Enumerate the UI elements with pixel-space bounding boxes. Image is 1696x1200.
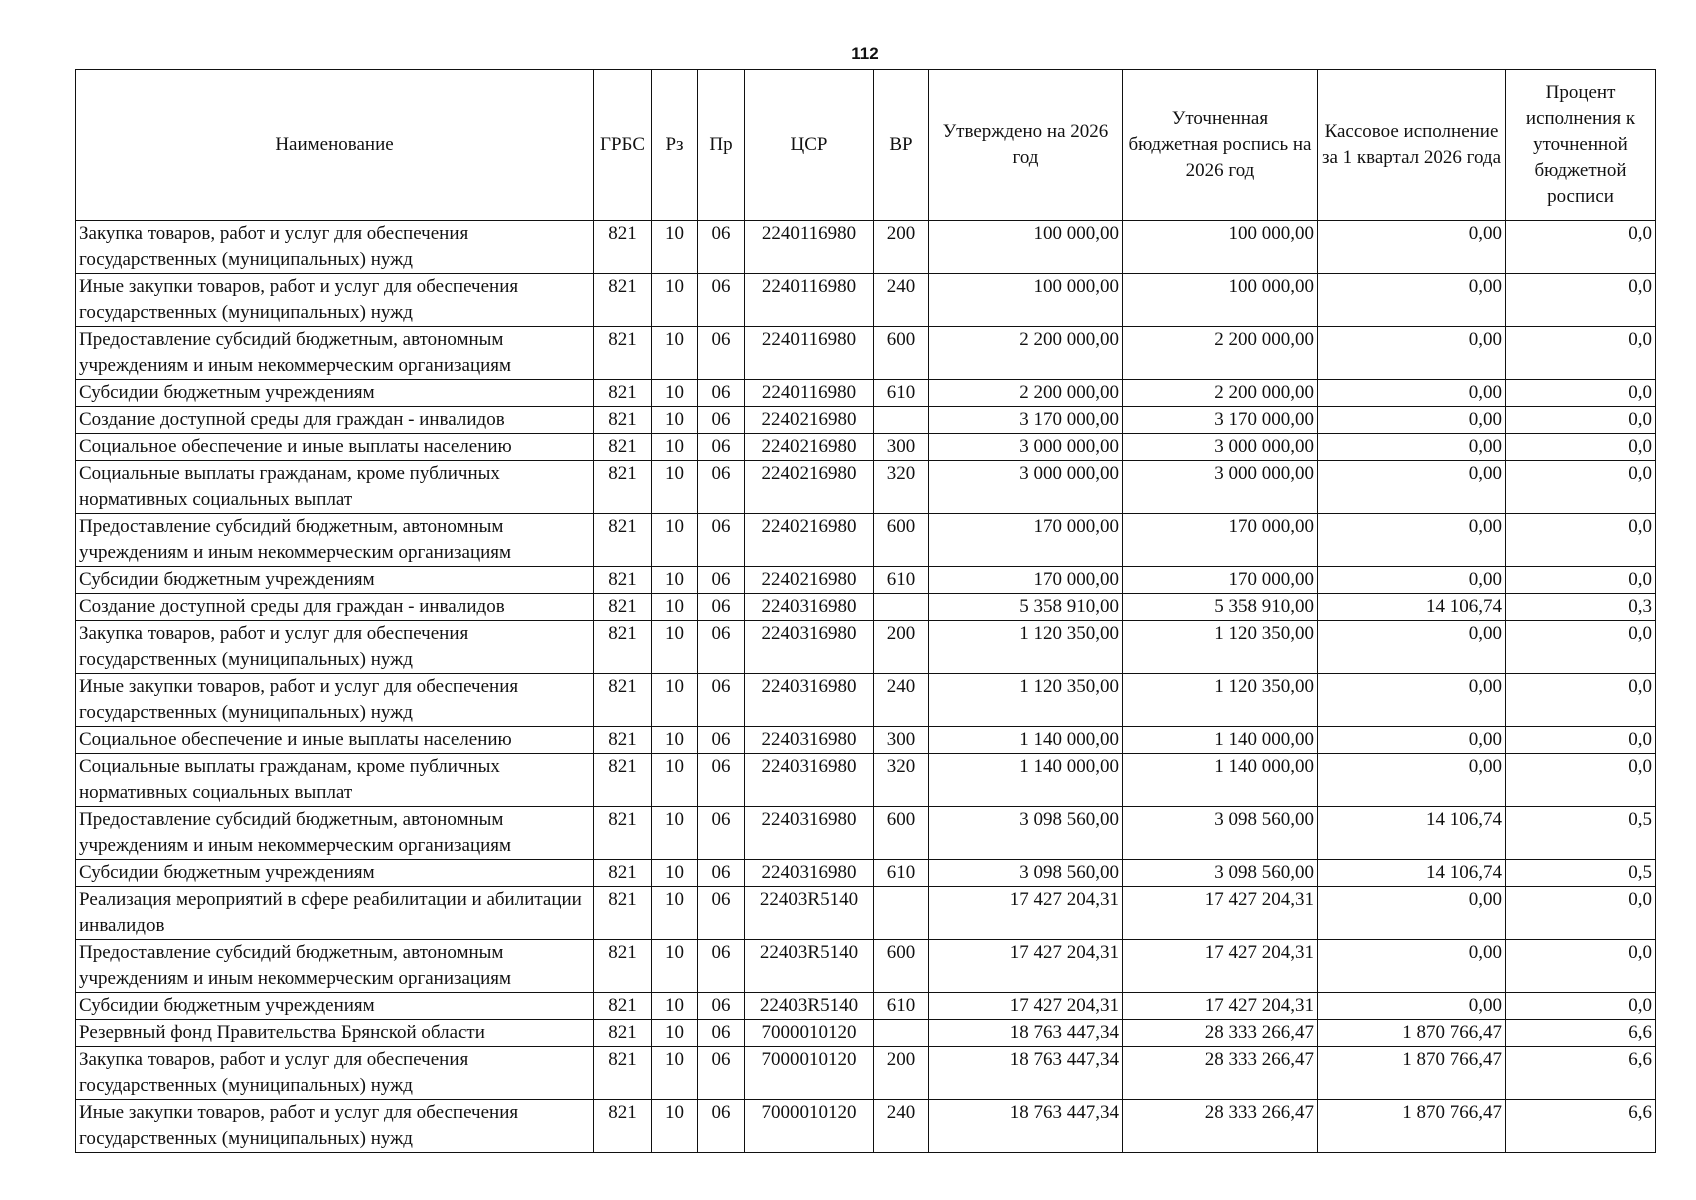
cell-csr: 22403R5140 <box>745 887 874 940</box>
cell-rz: 10 <box>652 807 698 860</box>
cell-vr: 600 <box>874 514 929 567</box>
cell-name: Предоставление субсидий бюджетным, автономным учреждениям и иным некоммерческим организациям <box>76 807 594 860</box>
cell-cash: 0,00 <box>1318 221 1506 274</box>
cell-vr: 610 <box>874 993 929 1020</box>
cell-approved: 18 763 447,34 <box>929 1100 1123 1153</box>
header-rz: Рз <box>652 70 698 221</box>
cell-pr: 06 <box>698 807 745 860</box>
cell-name: Субсидии бюджетным учреждениям <box>76 993 594 1020</box>
cell-approved: 2 200 000,00 <box>929 327 1123 380</box>
cell-approved: 18 763 447,34 <box>929 1047 1123 1100</box>
cell-refined: 17 427 204,31 <box>1123 993 1318 1020</box>
cell-approved: 3 098 560,00 <box>929 860 1123 887</box>
cell-refined: 3 000 000,00 <box>1123 461 1318 514</box>
table-row <box>76 594 1656 621</box>
table-row <box>76 754 1656 807</box>
cell-refined: 28 333 266,47 <box>1123 1047 1318 1100</box>
cell-percent: 0,0 <box>1506 327 1656 380</box>
header-approved: Утверждено на 2026 год <box>929 70 1123 221</box>
budget-execution-table <box>75 69 1656 1153</box>
cell-csr: 2240316980 <box>745 754 874 807</box>
table-row <box>76 380 1656 407</box>
table-row <box>76 727 1656 754</box>
cell-name: Социальные выплаты гражданам, кроме публичных нормативных социальных выплат <box>76 461 594 514</box>
cell-rz: 10 <box>652 860 698 887</box>
cell-csr: 7000010120 <box>745 1020 874 1047</box>
cell-grbs: 821 <box>594 274 652 327</box>
cell-pr: 06 <box>698 940 745 993</box>
cell-name: Предоставление субсидий бюджетным, автономным учреждениям и иным некоммерческим организациям <box>76 514 594 567</box>
cell-rz: 10 <box>652 434 698 461</box>
cell-rz: 10 <box>652 514 698 567</box>
cell-rz: 10 <box>652 221 698 274</box>
cell-cash: 14 106,74 <box>1318 594 1506 621</box>
cell-rz: 10 <box>652 754 698 807</box>
cell-rz: 10 <box>652 727 698 754</box>
cell-cash: 0,00 <box>1318 754 1506 807</box>
cell-grbs: 821 <box>594 461 652 514</box>
cell-percent: 0,0 <box>1506 380 1656 407</box>
cell-vr: 200 <box>874 221 929 274</box>
cell-grbs: 821 <box>594 221 652 274</box>
cell-rz: 10 <box>652 940 698 993</box>
cell-percent: 0,0 <box>1506 940 1656 993</box>
table-row <box>76 1100 1656 1153</box>
cell-name: Закупка товаров, работ и услуг для обеспечения государственных (муниципальных) нужд <box>76 621 594 674</box>
cell-vr: 600 <box>874 807 929 860</box>
cell-grbs: 821 <box>594 887 652 940</box>
cell-refined: 100 000,00 <box>1123 274 1318 327</box>
cell-name: Закупка товаров, работ и услуг для обеспечения государственных (муниципальных) нужд <box>76 1047 594 1100</box>
cell-approved: 1 120 350,00 <box>929 674 1123 727</box>
table-row <box>76 1020 1656 1047</box>
cell-csr: 2240316980 <box>745 594 874 621</box>
cell-csr: 2240316980 <box>745 860 874 887</box>
cell-approved: 5 358 910,00 <box>929 594 1123 621</box>
cell-csr: 2240116980 <box>745 274 874 327</box>
table-row <box>76 407 1656 434</box>
cell-percent: 0,0 <box>1506 567 1656 594</box>
cell-grbs: 821 <box>594 380 652 407</box>
cell-name: Социальное обеспечение и иные выплаты населению <box>76 727 594 754</box>
cell-cash: 0,00 <box>1318 274 1506 327</box>
cell-percent: 6,6 <box>1506 1047 1656 1100</box>
cell-pr: 06 <box>698 754 745 807</box>
cell-rz: 10 <box>652 461 698 514</box>
table-row <box>76 567 1656 594</box>
cell-rz: 10 <box>652 567 698 594</box>
cell-vr: 320 <box>874 754 929 807</box>
cell-refined: 1 140 000,00 <box>1123 754 1318 807</box>
cell-pr: 06 <box>698 461 745 514</box>
cell-percent: 0,0 <box>1506 727 1656 754</box>
cell-rz: 10 <box>652 621 698 674</box>
cell-cash: 14 106,74 <box>1318 860 1506 887</box>
cell-refined: 2 200 000,00 <box>1123 327 1318 380</box>
cell-name: Закупка товаров, работ и услуг для обеспечения государственных (муниципальных) нужд <box>76 221 594 274</box>
cell-name: Предоставление субсидий бюджетным, автономным учреждениям и иным некоммерческим организациям <box>76 940 594 993</box>
cell-percent: 0,0 <box>1506 674 1656 727</box>
table-row <box>76 860 1656 887</box>
cell-grbs: 821 <box>594 807 652 860</box>
cell-name: Социальные выплаты гражданам, кроме публичных нормативных социальных выплат <box>76 754 594 807</box>
cell-rz: 10 <box>652 674 698 727</box>
cell-csr: 2240116980 <box>745 221 874 274</box>
cell-refined: 2 200 000,00 <box>1123 380 1318 407</box>
header-pr: Пр <box>698 70 745 221</box>
cell-csr: 7000010120 <box>745 1100 874 1153</box>
cell-pr: 06 <box>698 514 745 567</box>
cell-cash: 0,00 <box>1318 514 1506 567</box>
page-number: 112 <box>851 44 879 63</box>
cell-cash: 0,00 <box>1318 434 1506 461</box>
cell-csr: 22403R5140 <box>745 993 874 1020</box>
cell-percent: 0,0 <box>1506 514 1656 567</box>
header-vr: ВР <box>874 70 929 221</box>
cell-grbs: 821 <box>594 754 652 807</box>
cell-cash: 0,00 <box>1318 674 1506 727</box>
cell-refined: 3 098 560,00 <box>1123 860 1318 887</box>
cell-rz: 10 <box>652 594 698 621</box>
table-row <box>76 461 1656 514</box>
cell-grbs: 821 <box>594 940 652 993</box>
cell-vr: 600 <box>874 940 929 993</box>
table-row <box>76 327 1656 380</box>
table-row <box>76 807 1656 860</box>
cell-name: Субсидии бюджетным учреждениям <box>76 567 594 594</box>
cell-approved: 170 000,00 <box>929 567 1123 594</box>
table-row <box>76 1047 1656 1100</box>
cell-name: Социальное обеспечение и иные выплаты населению <box>76 434 594 461</box>
cell-refined: 1 120 350,00 <box>1123 674 1318 727</box>
cell-pr: 06 <box>698 327 745 380</box>
cell-vr: 200 <box>874 1047 929 1100</box>
cell-name: Иные закупки товаров, работ и услуг для обеспечения государственных (муниципальных) нужд <box>76 274 594 327</box>
cell-grbs: 821 <box>594 993 652 1020</box>
cell-cash: 14 106,74 <box>1318 807 1506 860</box>
cell-cash: 0,00 <box>1318 461 1506 514</box>
cell-refined: 17 427 204,31 <box>1123 940 1318 993</box>
cell-approved: 1 140 000,00 <box>929 754 1123 807</box>
cell-approved: 3 000 000,00 <box>929 434 1123 461</box>
cell-approved: 1 140 000,00 <box>929 727 1123 754</box>
cell-name: Субсидии бюджетным учреждениям <box>76 380 594 407</box>
cell-cash: 0,00 <box>1318 327 1506 380</box>
cell-percent: 0,0 <box>1506 887 1656 940</box>
cell-grbs: 821 <box>594 860 652 887</box>
cell-pr: 06 <box>698 1100 745 1153</box>
cell-cash: 0,00 <box>1318 887 1506 940</box>
cell-rz: 10 <box>652 380 698 407</box>
cell-grbs: 821 <box>594 434 652 461</box>
header-name: Наименование <box>76 70 594 221</box>
cell-percent: 0,0 <box>1506 621 1656 674</box>
cell-grbs: 821 <box>594 727 652 754</box>
cell-rz: 10 <box>652 407 698 434</box>
cell-cash: 1 870 766,47 <box>1318 1100 1506 1153</box>
cell-grbs: 821 <box>594 567 652 594</box>
cell-grbs: 821 <box>594 1020 652 1047</box>
cell-approved: 100 000,00 <box>929 221 1123 274</box>
cell-rz: 10 <box>652 993 698 1020</box>
cell-pr: 06 <box>698 993 745 1020</box>
cell-csr: 2240216980 <box>745 407 874 434</box>
cell-cash: 0,00 <box>1318 993 1506 1020</box>
table-row <box>76 887 1656 940</box>
cell-approved: 17 427 204,31 <box>929 993 1123 1020</box>
cell-percent: 0,0 <box>1506 407 1656 434</box>
cell-pr: 06 <box>698 860 745 887</box>
cell-vr: 300 <box>874 434 929 461</box>
cell-percent: 6,6 <box>1506 1100 1656 1153</box>
cell-pr: 06 <box>698 594 745 621</box>
cell-name: Иные закупки товаров, работ и услуг для обеспечения государственных (муниципальных) нужд <box>76 1100 594 1153</box>
cell-approved: 17 427 204,31 <box>929 887 1123 940</box>
table-row <box>76 434 1656 461</box>
cell-pr: 06 <box>698 1047 745 1100</box>
cell-name: Резервный фонд Правительства Брянской области <box>76 1020 594 1047</box>
cell-refined: 3 098 560,00 <box>1123 807 1318 860</box>
table-row <box>76 274 1656 327</box>
cell-pr: 06 <box>698 567 745 594</box>
table-row <box>76 514 1656 567</box>
cell-vr: 320 <box>874 461 929 514</box>
cell-cash: 0,00 <box>1318 407 1506 434</box>
cell-percent: 0,0 <box>1506 221 1656 274</box>
cell-csr: 2240216980 <box>745 567 874 594</box>
cell-vr: 300 <box>874 727 929 754</box>
cell-percent: 0,3 <box>1506 594 1656 621</box>
header-csr: ЦСР <box>745 70 874 221</box>
cell-approved: 3 000 000,00 <box>929 461 1123 514</box>
cell-csr: 2240316980 <box>745 621 874 674</box>
cell-csr: 2240116980 <box>745 327 874 380</box>
cell-grbs: 821 <box>594 514 652 567</box>
header-grbs: ГРБС <box>594 70 652 221</box>
cell-rz: 10 <box>652 327 698 380</box>
cell-refined: 17 427 204,31 <box>1123 887 1318 940</box>
cell-percent: 0,0 <box>1506 274 1656 327</box>
cell-refined: 1 120 350,00 <box>1123 621 1318 674</box>
cell-refined: 28 333 266,47 <box>1123 1020 1318 1047</box>
table-body <box>76 221 1656 1153</box>
cell-grbs: 821 <box>594 621 652 674</box>
cell-refined: 1 140 000,00 <box>1123 727 1318 754</box>
cell-vr: 610 <box>874 567 929 594</box>
cell-grbs: 821 <box>594 407 652 434</box>
header-percent: Процент исполнения к уточненной бюджетной росписи <box>1506 70 1656 221</box>
cell-approved: 2 200 000,00 <box>929 380 1123 407</box>
cell-pr: 06 <box>698 434 745 461</box>
cell-vr: 240 <box>874 1100 929 1153</box>
table-row <box>76 993 1656 1020</box>
cell-pr: 06 <box>698 621 745 674</box>
cell-csr: 7000010120 <box>745 1047 874 1100</box>
cell-cash: 0,00 <box>1318 727 1506 754</box>
cell-pr: 06 <box>698 727 745 754</box>
cell-refined: 100 000,00 <box>1123 221 1318 274</box>
cell-approved: 100 000,00 <box>929 274 1123 327</box>
cell-approved: 170 000,00 <box>929 514 1123 567</box>
cell-percent: 0,0 <box>1506 434 1656 461</box>
cell-cash: 1 870 766,47 <box>1318 1047 1506 1100</box>
cell-percent: 0,0 <box>1506 461 1656 514</box>
cell-csr: 2240216980 <box>745 461 874 514</box>
cell-cash: 0,00 <box>1318 621 1506 674</box>
cell-cash: 0,00 <box>1318 380 1506 407</box>
cell-pr: 06 <box>698 674 745 727</box>
cell-grbs: 821 <box>594 674 652 727</box>
cell-vr: 240 <box>874 274 929 327</box>
table-row <box>76 221 1656 274</box>
cell-percent: 0,5 <box>1506 807 1656 860</box>
cell-vr: 200 <box>874 621 929 674</box>
table-row <box>76 674 1656 727</box>
cell-csr: 2240316980 <box>745 674 874 727</box>
cell-refined: 28 333 266,47 <box>1123 1100 1318 1153</box>
cell-rz: 10 <box>652 274 698 327</box>
cell-vr <box>874 594 929 621</box>
cell-rz: 10 <box>652 887 698 940</box>
header-row <box>76 70 1656 221</box>
cell-name: Субсидии бюджетным учреждениям <box>76 860 594 887</box>
cell-rz: 10 <box>652 1047 698 1100</box>
header-refined: Уточненная бюджетная роспись на 2026 год <box>1123 70 1318 221</box>
cell-percent: 0,0 <box>1506 754 1656 807</box>
cell-pr: 06 <box>698 407 745 434</box>
cell-percent: 0,0 <box>1506 993 1656 1020</box>
header-cash: Кассовое исполнение за 1 квартал 2026 года <box>1318 70 1506 221</box>
cell-approved: 18 763 447,34 <box>929 1020 1123 1047</box>
cell-pr: 06 <box>698 1020 745 1047</box>
cell-cash: 1 870 766,47 <box>1318 1020 1506 1047</box>
cell-name: Предоставление субсидий бюджетным, автономным учреждениям и иным некоммерческим организациям <box>76 327 594 380</box>
cell-pr: 06 <box>698 221 745 274</box>
cell-refined: 170 000,00 <box>1123 514 1318 567</box>
cell-name: Создание доступной среды для граждан - инвалидов <box>76 594 594 621</box>
cell-csr: 22403R5140 <box>745 940 874 993</box>
cell-csr: 2240116980 <box>745 380 874 407</box>
cell-vr <box>874 1020 929 1047</box>
cell-approved: 1 120 350,00 <box>929 621 1123 674</box>
cell-grbs: 821 <box>594 594 652 621</box>
cell-vr: 610 <box>874 860 929 887</box>
cell-name: Создание доступной среды для граждан - инвалидов <box>76 407 594 434</box>
cell-grbs: 821 <box>594 1047 652 1100</box>
cell-vr: 240 <box>874 674 929 727</box>
cell-refined: 3 000 000,00 <box>1123 434 1318 461</box>
cell-rz: 10 <box>652 1020 698 1047</box>
table-row <box>76 940 1656 993</box>
cell-pr: 06 <box>698 380 745 407</box>
cell-rz: 10 <box>652 1100 698 1153</box>
cell-percent: 6,6 <box>1506 1020 1656 1047</box>
table-row <box>76 621 1656 674</box>
cell-approved: 3 170 000,00 <box>929 407 1123 434</box>
cell-pr: 06 <box>698 887 745 940</box>
cell-cash: 0,00 <box>1318 940 1506 993</box>
cell-name: Реализация мероприятий в сфере реабилитации и абилитации инвалидов <box>76 887 594 940</box>
cell-csr: 2240216980 <box>745 434 874 461</box>
cell-vr: 610 <box>874 380 929 407</box>
cell-csr: 2240216980 <box>745 514 874 567</box>
cell-percent: 0,5 <box>1506 860 1656 887</box>
cell-vr: 600 <box>874 327 929 380</box>
cell-refined: 170 000,00 <box>1123 567 1318 594</box>
cell-approved: 17 427 204,31 <box>929 940 1123 993</box>
cell-cash: 0,00 <box>1318 567 1506 594</box>
cell-grbs: 821 <box>594 1100 652 1153</box>
cell-refined: 3 170 000,00 <box>1123 407 1318 434</box>
cell-csr: 2240316980 <box>745 727 874 754</box>
cell-csr: 2240316980 <box>745 807 874 860</box>
cell-refined: 5 358 910,00 <box>1123 594 1318 621</box>
cell-name: Иные закупки товаров, работ и услуг для обеспечения государственных (муниципальных) нужд <box>76 674 594 727</box>
cell-vr <box>874 407 929 434</box>
cell-vr <box>874 887 929 940</box>
cell-approved: 3 098 560,00 <box>929 807 1123 860</box>
cell-pr: 06 <box>698 274 745 327</box>
cell-grbs: 821 <box>594 327 652 380</box>
